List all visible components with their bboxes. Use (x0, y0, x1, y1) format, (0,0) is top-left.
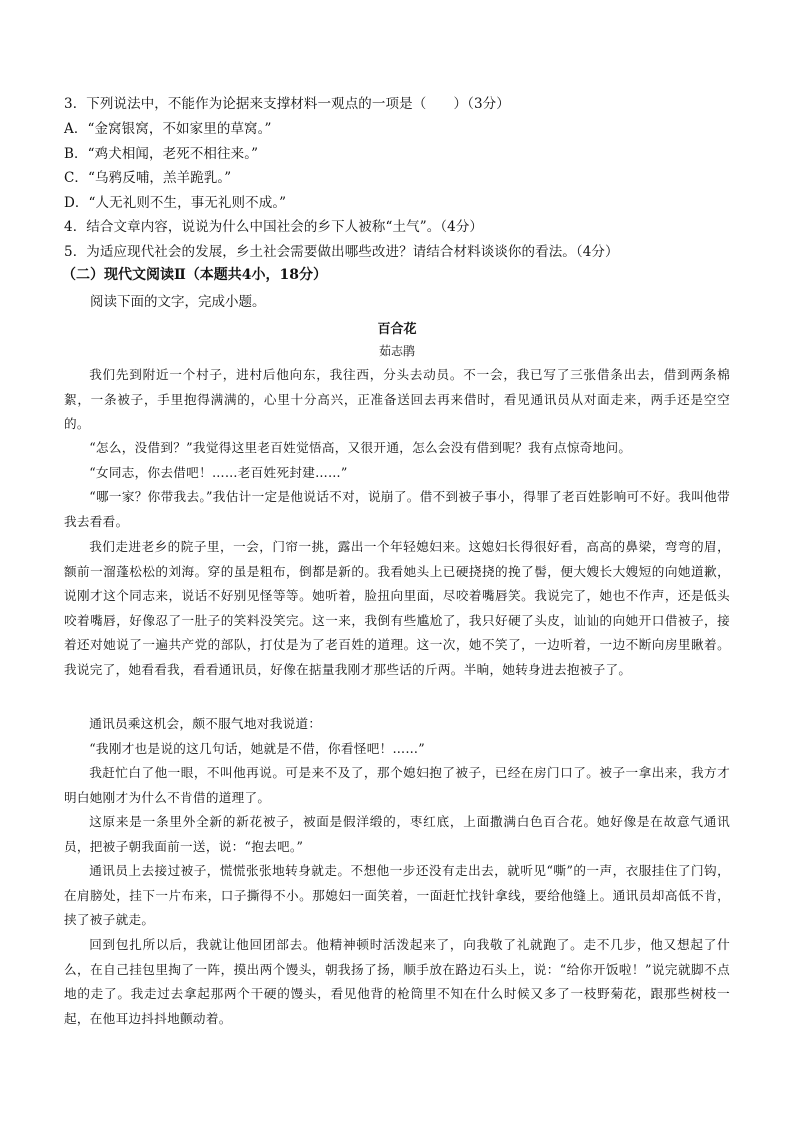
article-paragraph: “怎么，没借到？”我觉得这里老百姓觉悟高，又很开通，怎么会没有借到呢？我有点惊奇地问。 (89, 440, 632, 455)
article-paragraph: “女同志，你去借吧！……老百姓死封建……” (89, 465, 348, 480)
article-paragraph: 我赶忙白了他一眼，不叫他再说。可是来不及了，那个媳妇抱了被子，已经在房门口了。被子一拿出来，我方才明白她刚才为什么不肯借的道理了。 (64, 765, 730, 805)
article-paragraph: 这原来是一条里外全新的新花被子，被面是假洋缎的，枣红底，上面撒满白色百合花。她好像是在故意气通讯员，把被子朝我面前一送，说：“抱去吧。” (64, 814, 730, 854)
reading-instruction: 阅读下面的文字，完成小题。 (90, 294, 266, 310)
article-paragraph: “哪一家？你带我去。”我估计一定是他说话不对，说崩了。借不到被子事小，得罪了老百姓影响可不好。我叫他带我去看看。 (64, 489, 730, 529)
option-c: C．“乌鸦反哺，羔羊跪乳。” (64, 170, 232, 186)
article-paragraph: 我们先到附近一个村子，进村后他向东，我往西，分头去动员。不一会，我已写了三张借条出去，借到两条棉絮，一条被子，手里抱得满满的，心里十分高兴，正准备送回去再来借时，看见通讯员从对面走来，两手还是空空的。 (64, 367, 730, 431)
option-b: B．“鸡犬相闻，老死不相往来。” (64, 146, 259, 162)
option-d: D．“人无礼则不生，事无礼则不成。” (64, 195, 287, 211)
question-4: 4．结合文章内容，说说为什么中国社会的乡下人被称“土气”。（4分） (64, 219, 484, 235)
article-paragraph: “我刚才也是说的这几句话，她就是不借，你看怪吧！……” (89, 741, 426, 756)
question-5: 5．为适应现代社会的发展，乡土社会需要做出哪些改进？请结合材料谈谈你的看法。（4分） (64, 244, 619, 260)
article-author: 茹志鹃 (378, 344, 415, 358)
article-title: 百合花 (377, 322, 417, 337)
article-paragraph: 我们走进老乡的院子里，一会，门帘一挑，露出一个年轻媳妇来。这媳妇长得很好看，高高的鼻梁，弯弯的眉，额前一溜蓬松松的刘海。穿的虽是粗布，倒都是新的。我看她头上已硬挠挠的挽了髻，便大嫂长大嫂短的向她道歉，说刚才这个同志来，说话不好别见怪等等。她听着，脸扭向里面，尽咬着嘴唇笑。我说完了，她也不作声，还是低头咬着嘴唇，好像忍了一肚子的笑料没笑完。这一来，我倒有些尴尬了，我只好硬了头皮，讪讪的向她开口借被子，接着还对她说了一遍共产党的部队，打仗是为了老百姓的道理。这一次，她不笑了，一边听着，一边不断向房里瞅着。我说完了，她看看我，看看通讯员，好像在掂量我刚才那些话的斤两。半晌，她转身进去抱被子了。 (64, 539, 730, 677)
question-3: 3．下列说法中，不能作为论据来支撑材料一观点的一项是（ ）（3分） (64, 96, 510, 112)
article-paragraph: 通讯员上去接过被子，慌慌张张地转身就走。不想他一步还没有走出去，就听见“嘶”的一声，衣服挂住了门钩，在肩膀处，挂下一片布来，口子撕得不小。那媳妇一面笑着，一面赶忙找针拿线，要给他缝上。通讯员却高低不肯，挟了被子就走。 (64, 863, 730, 927)
article-paragraph: 通讯员乘这机会，颇不服气地对我说道： (89, 716, 322, 731)
option-a: A．“金窝银窝，不如家里的草窝。” (64, 121, 272, 137)
section-heading: （二）现代文阅读Ⅱ（本题共4小，18分） (62, 267, 328, 283)
article-paragraph: 回到包扎所以后，我就让他回团部去。他精神顿时活泼起来了，向我敬了礼就跑了。走不几步，他又想起了什么，在自己挂包里掏了一阵，摸出两个馒头，朝我扬了扬，顺手放在路边石头上，说：“给你开饭啦！”说完就脚不点地的走了。我走过去拿起那两个干硬的馒头，看见他背的枪筒里不知在什么时候又多了一枝野菊花，跟那些树枝一起，在他耳边抖抖地颤动着。 (64, 937, 730, 1026)
